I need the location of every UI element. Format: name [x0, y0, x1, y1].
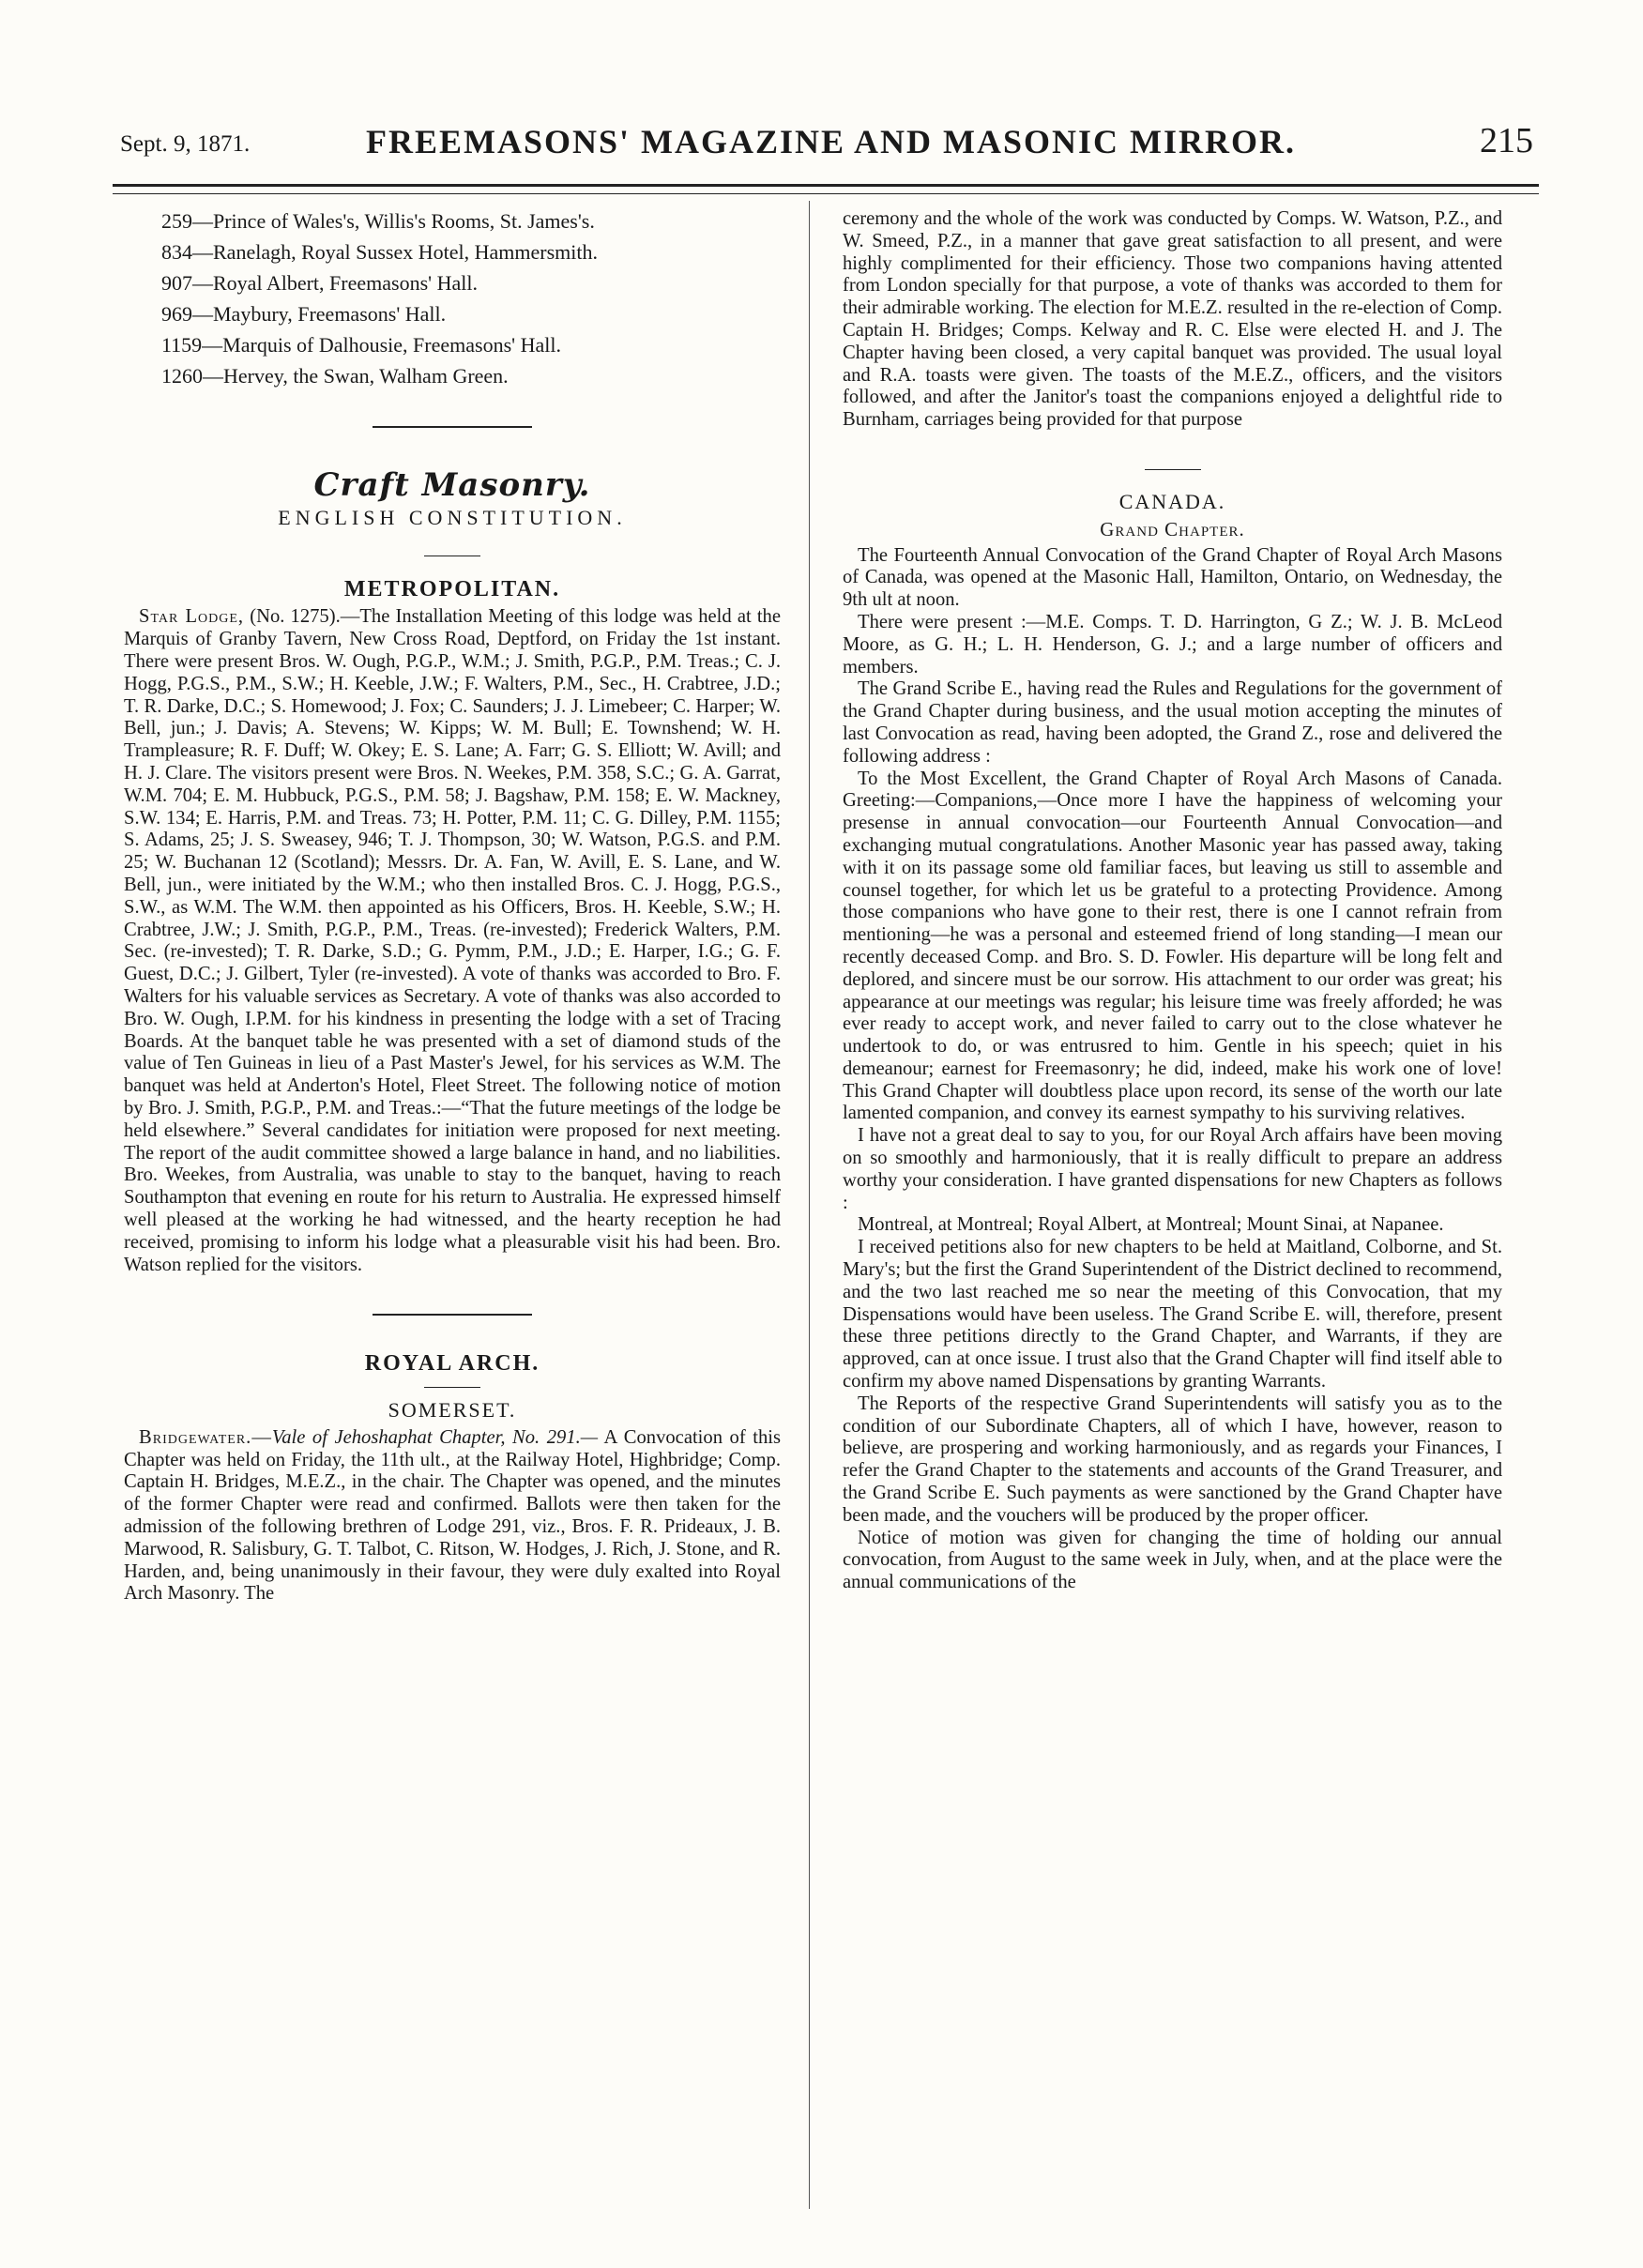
lodge-meeting-line: 1260—Hervey, the Swan, Walham Green. [161, 364, 509, 388]
section-rule [373, 1314, 532, 1316]
heading-royal-arch: ROYAL ARCH. [364, 1351, 540, 1377]
page-header [113, 111, 1539, 167]
star-lodge-text: (No. 1275).—The Installation Meeting of this lodge was held at the Marquis of Granby Tavern, New Cross Road, Deptford, on Friday the 1st instant. There were present Bros. W. Ough, P.G.P., W.M.; J. Smith, P.G.P., P.M. Treas.; C. J. Hogg, P.G.S., P.M., S.W.; H. Keeble, J.W.; F. Walters, P.M., Sec., H. Crabtree, J.D.; T. R. Darke, D.C.; S. Homewood; J. Fox; C. Saunders; J. J. Limebeer; C. Harper; W. Bell, jun.; J. Davis; A. Stevens; W. Kipps; W. M. Bull; E. Townshend; W. H. Trampleasure; R. F. Duff; W. Okey; E. S. Lane; A. Farr; G. S. Elliott; W. Avill; and H. J. Clare. The visitors present were Bros. N. Weekes, P.M. 358, S.C.; G. A. Garrat, W.M. 704; E. M. Hubbuck, P.G.S., P.M. 58; J. Bagshaw, P.M. 158; E. W. Mackney, S.W. 134; E. Harris, P.M. and Treas. 73; H. Potter, P.M. 11; C. G. Dilley, P.M. 1155; S. Adams, 25; J. S. Sweasey, 946; T. J. Thompson, 30; W. Watson, P.G.S. and P.M. 25; W. Buchanan 12 (Scotland); Messrs. Dr. A. Fan, W. Avill, E. S. Lane, and W. Bell, jun., were initiated by the W.M.; who then installed Bros. C. J. Hogg, P.G.S., S.W., as W.M. The W.M. then appointed as his Officers, Bros. H. Keeble, S.W.; H. Crabtree, J.W.; J. Smith, P.G.P., P.M., Treas. (re-invested); Frederick Walters, P.M. Sec. (re-invested); T. R. Darke, S.D.; G. Pymm, P.M., J.D.; E. Harper, I.G.; G. F. Guest, D.C.; J. Gilbert, Tyler (re-invested). A vote of thanks was accorded to Bro. F. Walters for his valuable services as Secretary. A vote of thanks was also accorded to Bro. W. Ough, I.P.M. for his kindness in presenting the lodge with a set of Tracing Boards. At the banquet table he was presented with a set of diamond studs of the value of Ten Guineas in lieu of a Past Master's Jewel, for his services as W.M. The banquet was held at Anderton's Hotel, Fleet Street. The following notice of motion by Bro. J. Smith, P.G.P., P.M. and Treas.:—“That the future meetings of the lodge be held elsewhere.” Several candidates for initiation were proposed for next meeting. The report of the audit committee showed a large balance in hand, and no liabilities. Bro. Weekes, from Australia, was unable to stay to the banquet, having to reach Southampton that evening en route for his return to Australia. He expressed himself well pleased at the working he had witnessed, and the hearty reception he had received, promising to inform his lodge what a pleasurable visit his had been. Bro. Watson replied for the visitors. [124, 606, 781, 1275]
paragraph: The Grand Scribe E., having read the Rules and Regulations for the government of the Grand Chapter during business, and the usual motion accepting the minutes of last Convocation as read, having been adopted, the Grand Z., rose and delivered the following address : [843, 678, 1502, 767]
paragraph: The Fourteenth Annual Convocation of the Grand Chapter of Royal Arch Masons of Canada, was opened at the Masonic Hall, Hamilton, Ontario, on Wednesday, the 9th ult at noon. [843, 544, 1502, 611]
continued-report: ceremony and the whole of the work was conducted by Comps. W. Watson, P.Z., and W. Smeed, P.Z., in a manner that gave great satisfaction to all present, and were highly complimented for their efficiency. Those two companions having attented from London specially for that purpose, a vote of thanks was accorded to them for their admirable working. The election for M.E.Z. resulted in the re-election of Comp. Captain H. Bridges; Comps. Kelway and R. C. Else were elected H. and J. The Chapter having been closed, a very capital banquet was provided. The usual loyal and R.A. toasts were given. The toasts of the M.E.Z., officers, and the visitors followed, and after the Janitor's toast the companions enjoyed a delightful ride to Burnham, carriages being provided for that purpose [843, 208, 1502, 431]
heading-metropolitan: METROPOLITAN. [343, 576, 561, 601]
lodge-meeting-line: 259—Prince of Wales's, Willis's Rooms, St. James's. [161, 209, 595, 233]
paragraph: Montreal, at Montreal; Royal Albert, at Montreal; Mount Sinai, at Napanee. [858, 1214, 1444, 1236]
bridgewater-chapter: Vale of Jehoshaphat Chapter, No. 291.— [271, 1426, 599, 1448]
paragraph: There were present :—M.E. Comps. T. D. Harrington, G Z.; W. J. B. McLeod Moore, as G. H.; L. H. Henderson, G. J.; and a large number of officers and members. [843, 611, 1502, 677]
right-column [843, 208, 1502, 2212]
header-rule [113, 184, 1539, 194]
section-rule [373, 426, 532, 428]
paragraph: I received petitions also for new chapters to be held at Maitland, Colborne, and St. Mary's; but the first the Grand Superintendent of the District declined to recommend, and the two last reached me so near the meeting of this Convocation, that my Dispensations would have been useless. The Grand Scribe E. will, therefore, present these three petitions directly to the Grand Chapter, and Warrants, if they are approved, can at once issue. I trust also that the Grand Chapter will find itself able to confirm my above named Dispensations by granting Warrants. [843, 1237, 1502, 1393]
masthead-title: FREEMASONS' MAGAZINE AND MASONIC MIRROR. [366, 123, 1297, 160]
section-rule [1145, 469, 1201, 470]
lodge-meeting-line: 907—Royal Albert, Freemasons' Hall. [161, 271, 478, 295]
paragraph: To the Most Excellent, the Grand Chapter of Royal Arch Masons of Canada. Greeting:—Companions,—Once more I have the happiness of welcoming your presense in annual convocation—our Fourteenth Annual Convocation—and exchanging mutual congratulations. Another Masonic year has passed away, taking with it on its passage some old familiar faces, but leaving us still to assemble and counsel together, for which let us be grateful to a protecting Providence. Among those companions who have gone to their rest, there is one I cannot refrain from mentioning—he was a personal and esteemed friend of long standing—I mean our recently deceased Comp. and Bro. S. D. Fowler. His departure will be long felt and deplored, and sincere must be our sorrow. His attachment to our order was great; his appearance at our meetings was regular; his leisure time was freely afforded; he was ever ready to accept work, and never failed to carry out to the close whatever he undertook to do, or was entrusred to him. Gentle in his speech; quiet in his demeanour; earnest for Freemasonry; he did, indeed, make his work one of love! This Grand Chapter will doubtless place upon record, its sense of the worth our late lamented companion, and convey its earnest sympathy to his surviving relatives. [843, 768, 1502, 1124]
lodge-meeting-line: 969—Maybury, Freemasons' Hall. [161, 302, 447, 326]
bridgewater-lead: Bridgewater.— [139, 1426, 272, 1448]
star-lodge-report [124, 606, 781, 1276]
heading-rule [424, 1387, 480, 1388]
paragraph: Notice of motion was given for changing the time of holding our annual convocation, from August to the same week in July, when, and at the place were the annual communications of the [843, 1527, 1502, 1593]
paragraph: The Reports of the respective Grand Superintendents will satisfy you as to the condition of our Subordinate Chapters, all of which I have, however, reason to believe, are prospering and working harmoniously, and as regards your Finances, I refer the Grand Chapter to the statements and accounts of the Grand Treasurer, and the Grand Scribe E. Such payments as were sanctioned by the Grand Chapter have been made, and the vouchers will be produced by the proper officer. [843, 1393, 1502, 1526]
bridgewater-text: A Convocation of this Chapter was held on Friday, the 11th ult., at the Railway Hotel, Highbridge; Comp. Captain H. Bridges, M.E.Z., in the chair. The Chapter was opened, and the minutes of the former Chapter were read and confirmed. Ballots were then taken for the admission of the following brethren of Lodge 291, viz., Bros. F. R. Prideaux, J. B. Marwood, R. Salisbury, G. T. Talbot, C. Ritson, W. Hodges, J. Rich, J. Stone, and R. Harden, and, being unanimously in their favour, they were duly exalted into Royal Arch Masonry. The [124, 1426, 781, 1605]
page-number: 215 [1480, 121, 1533, 160]
issue-date: Sept. 9, 1871. [120, 131, 251, 157]
heading-somerset: SOMERSET. [388, 1398, 517, 1423]
bridgewater-report [124, 1427, 781, 1606]
paragraph: I have not a great deal to say to you, for our Royal Arch affairs have been moving on so smoothly and harmoniously, that it is really difficult to prepare an address worthy your consideration. I have granted dispensations for new Chapters as follows : [843, 1125, 1502, 1213]
heading-canada: CANADA. [1118, 489, 1226, 513]
star-lodge-lead: Star Lodge, [139, 606, 245, 628]
lodge-meeting-line: 1159—Marquis of Dalhousie, Freemasons' Hall. [161, 333, 561, 357]
column-divider [809, 201, 810, 2209]
left-column [124, 208, 781, 2212]
section-title-craft-masonry: Craft Masonry. [313, 466, 591, 504]
lodge-meeting-line: 834—Ranelagh, Royal Sussex Hotel, Hammersmith. [161, 240, 598, 264]
heading-grand-chapter: Grand Chapter. [1100, 517, 1245, 540]
section-subtitle: ENGLISH CONSTITUTION. [278, 505, 627, 529]
